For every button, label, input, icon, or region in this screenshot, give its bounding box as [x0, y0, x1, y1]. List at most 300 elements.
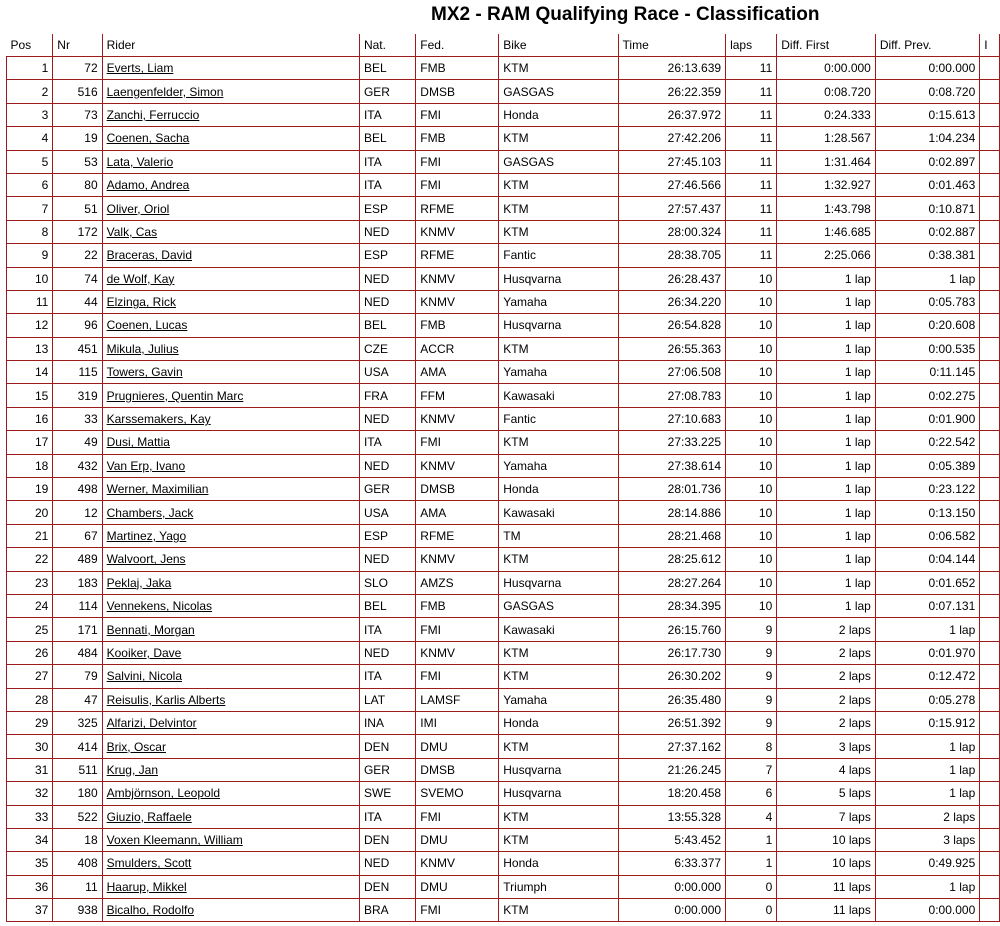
table-row — [7, 594, 1000, 617]
cell-time: 26:35.480 — [618, 688, 726, 711]
cell-diff-first: 2 laps — [777, 618, 876, 641]
cell-diff-first: 1 lap — [777, 384, 876, 407]
rider-link[interactable]: Karssemakers, Kay — [106, 412, 211, 427]
cell-nr: 72 — [53, 57, 102, 80]
cell-pos: 18 — [7, 454, 53, 477]
table-row — [7, 80, 1000, 103]
cell-bike: Honda — [499, 103, 618, 126]
rider-link[interactable]: Coenen, Lucas — [106, 318, 188, 333]
rider-link[interactable]: Van Erp, Ivano — [106, 458, 186, 473]
cell-extra — [980, 594, 1000, 617]
cell-bike: KTM — [499, 127, 618, 150]
cell-rider — [102, 478, 359, 501]
cell-laps: 10 — [726, 501, 777, 524]
cell-fed: FMI — [416, 618, 499, 641]
cell-diff-first: 2 laps — [777, 665, 876, 688]
cell-extra — [980, 127, 1000, 150]
cell-rider — [102, 852, 359, 875]
cell-nr: 115 — [53, 361, 102, 384]
cell-diff-prev: 0:01.970 — [875, 641, 979, 664]
cell-nat: DEN — [359, 828, 415, 851]
cell-nat: NED — [359, 267, 415, 290]
cell-diff-prev: 1:04.234 — [875, 127, 979, 150]
cell-laps: 1 — [726, 852, 777, 875]
cell-rider — [102, 782, 359, 805]
rider-link[interactable]: Walvoort, Jens — [106, 552, 186, 567]
rider-link[interactable]: Salvini, Nicola — [106, 669, 182, 684]
cell-bike: Kawasaki — [499, 384, 618, 407]
table-row — [7, 127, 1000, 150]
cell-extra — [980, 665, 1000, 688]
cell-laps: 7 — [726, 758, 777, 781]
cell-laps: 11 — [726, 80, 777, 103]
table-row — [7, 244, 1000, 267]
cell-time: 26:34.220 — [618, 290, 726, 313]
cell-time: 5:43.452 — [618, 828, 726, 851]
cell-nat: GER — [359, 80, 415, 103]
cell-laps: 10 — [726, 431, 777, 454]
rider-link[interactable]: Zanchi, Ferruccio — [106, 107, 200, 122]
header-nr: Nr — [53, 34, 102, 57]
cell-extra — [980, 220, 1000, 243]
table-row — [7, 220, 1000, 243]
cell-bike: TM — [499, 524, 618, 547]
cell-bike: KTM — [499, 735, 618, 758]
cell-diff-prev: 0:02.897 — [875, 150, 979, 173]
cell-nr: 19 — [53, 127, 102, 150]
cell-fed: KNMV — [416, 454, 499, 477]
rider-link[interactable]: de Wolf, Kay — [106, 271, 175, 286]
cell-nat: NED — [359, 852, 415, 875]
cell-time: 26:51.392 — [618, 711, 726, 734]
cell-fed: FMI — [416, 431, 499, 454]
cell-bike: GASGAS — [499, 594, 618, 617]
header-diff-first: Diff. First — [777, 34, 876, 57]
rider-link[interactable]: Lata, Valerio — [106, 154, 174, 169]
cell-laps: 10 — [726, 454, 777, 477]
cell-extra — [980, 150, 1000, 173]
cell-diff-prev: 1 lap — [875, 875, 979, 898]
cell-bike: Husqvarna — [499, 782, 618, 805]
cell-nr: 53 — [53, 150, 102, 173]
cell-time: 26:28.437 — [618, 267, 726, 290]
header-diff-prev: Diff. Prev. — [875, 34, 979, 57]
cell-nr: 67 — [53, 524, 102, 547]
cell-extra — [980, 431, 1000, 454]
cell-fed: SVEMO — [416, 782, 499, 805]
cell-rider — [102, 828, 359, 851]
cell-pos: 15 — [7, 384, 53, 407]
cell-time: 28:14.886 — [618, 501, 726, 524]
cell-rider — [102, 548, 359, 571]
table-row — [7, 618, 1000, 641]
cell-bike: Triumph — [499, 875, 618, 898]
cell-diff-first: 1 lap — [777, 431, 876, 454]
cell-extra — [980, 711, 1000, 734]
cell-time: 13:55.328 — [618, 805, 726, 828]
header-laps: laps — [726, 34, 777, 57]
cell-time: 27:57.437 — [618, 197, 726, 220]
cell-pos: 5 — [7, 150, 53, 173]
cell-fed: KNMV — [416, 290, 499, 313]
cell-fed: KNMV — [416, 407, 499, 430]
rider-link[interactable]: Krug, Jan — [106, 762, 158, 777]
cell-fed: AMA — [416, 501, 499, 524]
cell-nat: BEL — [359, 57, 415, 80]
cell-nat: BEL — [359, 314, 415, 337]
rider-link[interactable]: Bennati, Morgan — [106, 622, 195, 637]
table-row — [7, 828, 1000, 851]
cell-fed: IMI — [416, 711, 499, 734]
cell-nat: ESP — [359, 244, 415, 267]
cell-extra — [980, 197, 1000, 220]
cell-rider — [102, 618, 359, 641]
cell-diff-first: 1 lap — [777, 524, 876, 547]
cell-nr: 114 — [53, 594, 102, 617]
rider-link[interactable]: Mikula, Julius — [106, 341, 179, 356]
cell-bike: Yamaha — [499, 361, 618, 384]
cell-diff-prev: 0:15.912 — [875, 711, 979, 734]
cell-diff-first: 1:46.685 — [777, 220, 876, 243]
cell-diff-first: 1:31.464 — [777, 150, 876, 173]
table-row — [7, 571, 1000, 594]
cell-bike: KTM — [499, 220, 618, 243]
cell-bike: Honda — [499, 711, 618, 734]
cell-bike: Husqvarna — [499, 758, 618, 781]
cell-pos: 33 — [7, 805, 53, 828]
rider-link[interactable]: Kooiker, Dave — [106, 645, 182, 660]
cell-extra — [980, 57, 1000, 80]
table-row — [7, 758, 1000, 781]
cell-time: 26:15.760 — [618, 618, 726, 641]
cell-pos: 23 — [7, 571, 53, 594]
cell-bike: KTM — [499, 828, 618, 851]
cell-extra — [980, 501, 1000, 524]
cell-nat: ITA — [359, 173, 415, 196]
cell-nat: GER — [359, 478, 415, 501]
cell-laps: 11 — [726, 150, 777, 173]
cell-laps: 10 — [726, 478, 777, 501]
cell-diff-first: 1 lap — [777, 454, 876, 477]
rider-link[interactable]: Coenen, Sacha — [106, 131, 190, 146]
table-header — [7, 34, 1000, 57]
header-pos: Pos — [7, 34, 53, 57]
cell-diff-first: 1 lap — [777, 361, 876, 384]
cell-extra — [980, 548, 1000, 571]
rider-link[interactable]: Smulders, Scott — [106, 856, 192, 871]
cell-fed: FMB — [416, 314, 499, 337]
cell-nr: 12 — [53, 501, 102, 524]
cell-fed: FMB — [416, 594, 499, 617]
cell-nr: 516 — [53, 80, 102, 103]
cell-fed: AMZS — [416, 571, 499, 594]
cell-diff-first: 3 laps — [777, 735, 876, 758]
rider-link[interactable]: Valk, Cas — [106, 224, 158, 239]
cell-diff-first: 0:24.333 — [777, 103, 876, 126]
cell-diff-prev: 0:08.720 — [875, 80, 979, 103]
cell-laps: 11 — [726, 173, 777, 196]
table-row — [7, 524, 1000, 547]
cell-extra — [980, 899, 1000, 922]
cell-diff-prev: 0:07.131 — [875, 594, 979, 617]
cell-time: 26:54.828 — [618, 314, 726, 337]
table-row — [7, 314, 1000, 337]
rider-link[interactable]: Peklaj, Jaka — [106, 575, 172, 590]
cell-pos: 8 — [7, 220, 53, 243]
rider-link[interactable]: Prugnieres, Quentin Marc — [106, 388, 244, 403]
cell-rider — [102, 501, 359, 524]
cell-diff-first: 1:32.927 — [777, 173, 876, 196]
cell-pos: 13 — [7, 337, 53, 360]
cell-diff-prev: 0:38.381 — [875, 244, 979, 267]
table-row — [7, 337, 1000, 360]
cell-time: 0:00.000 — [618, 875, 726, 898]
cell-fed: DMSB — [416, 80, 499, 103]
cell-pos: 32 — [7, 782, 53, 805]
cell-pos: 14 — [7, 361, 53, 384]
cell-nr: 938 — [53, 899, 102, 922]
cell-pos: 12 — [7, 314, 53, 337]
rider-link[interactable]: Vennekens, Nicolas — [106, 599, 213, 614]
cell-nr: 79 — [53, 665, 102, 688]
cell-time: 26:55.363 — [618, 337, 726, 360]
rider-link[interactable]: Oliver, Oriol — [106, 201, 170, 216]
rider-link[interactable]: Werner, Maximilian — [106, 482, 209, 497]
rider-link[interactable]: Brix, Oscar — [106, 739, 166, 754]
cell-laps: 0 — [726, 899, 777, 922]
rider-link[interactable]: Laengenfelder, Simon — [106, 84, 224, 99]
cell-bike: Husqvarna — [499, 314, 618, 337]
cell-diff-first: 1 lap — [777, 594, 876, 617]
cell-rider — [102, 197, 359, 220]
cell-laps: 9 — [726, 665, 777, 688]
rider-link[interactable]: Bicalho, Rodolfo — [106, 903, 195, 918]
table-row — [7, 735, 1000, 758]
cell-nat: NED — [359, 407, 415, 430]
cell-diff-prev: 0:12.472 — [875, 665, 979, 688]
cell-nr: 180 — [53, 782, 102, 805]
cell-time: 27:08.783 — [618, 384, 726, 407]
cell-fed: DMSB — [416, 758, 499, 781]
cell-nat: ESP — [359, 197, 415, 220]
cell-nr: 172 — [53, 220, 102, 243]
cell-rider — [102, 641, 359, 664]
header-fed: Fed. — [416, 34, 499, 57]
cell-rider — [102, 407, 359, 430]
cell-bike: KTM — [499, 805, 618, 828]
cell-laps: 0 — [726, 875, 777, 898]
cell-nat: ITA — [359, 103, 415, 126]
cell-laps: 1 — [726, 828, 777, 851]
cell-pos: 31 — [7, 758, 53, 781]
cell-laps: 9 — [726, 618, 777, 641]
cell-time: 27:38.614 — [618, 454, 726, 477]
cell-diff-prev: 0:23.122 — [875, 478, 979, 501]
cell-rider — [102, 524, 359, 547]
cell-nat: NED — [359, 220, 415, 243]
cell-extra — [980, 361, 1000, 384]
table-row — [7, 150, 1000, 173]
table-row — [7, 711, 1000, 734]
cell-diff-prev: 0:02.275 — [875, 384, 979, 407]
cell-diff-prev: 1 lap — [875, 735, 979, 758]
cell-bike: Husqvarna — [499, 571, 618, 594]
table-row — [7, 805, 1000, 828]
cell-diff-first: 2:25.066 — [777, 244, 876, 267]
cell-time: 27:42.206 — [618, 127, 726, 150]
cell-nat: NED — [359, 548, 415, 571]
cell-laps: 6 — [726, 782, 777, 805]
cell-laps: 4 — [726, 805, 777, 828]
table-row — [7, 267, 1000, 290]
cell-nr: 319 — [53, 384, 102, 407]
cell-time: 28:34.395 — [618, 594, 726, 617]
header-nat: Nat. — [359, 34, 415, 57]
cell-rider — [102, 173, 359, 196]
cell-time: 6:33.377 — [618, 852, 726, 875]
table-row — [7, 173, 1000, 196]
table-row — [7, 290, 1000, 313]
cell-pos: 17 — [7, 431, 53, 454]
cell-diff-first: 10 laps — [777, 852, 876, 875]
cell-fed: FMI — [416, 805, 499, 828]
cell-diff-prev: 0:05.278 — [875, 688, 979, 711]
cell-bike: Husqvarna — [499, 267, 618, 290]
rider-link[interactable]: Reisulis, Karlis Alberts — [106, 692, 226, 707]
cell-nat: INA — [359, 711, 415, 734]
cell-pos: 4 — [7, 127, 53, 150]
cell-bike: KTM — [499, 665, 618, 688]
cell-diff-first: 2 laps — [777, 641, 876, 664]
cell-extra — [980, 875, 1000, 898]
cell-nat: ITA — [359, 665, 415, 688]
cell-rider — [102, 758, 359, 781]
cell-laps: 11 — [726, 197, 777, 220]
cell-extra — [980, 314, 1000, 337]
cell-fed: FMI — [416, 665, 499, 688]
rider-link[interactable]: Ambjörnson, Leopold — [106, 786, 221, 801]
cell-extra — [980, 735, 1000, 758]
table-row — [7, 57, 1000, 80]
cell-fed: DMU — [416, 828, 499, 851]
cell-fed: FMB — [416, 127, 499, 150]
cell-bike: KTM — [499, 548, 618, 571]
cell-bike: Yamaha — [499, 688, 618, 711]
cell-rider — [102, 103, 359, 126]
rider-link[interactable]: Elzinga, Rick — [106, 295, 176, 310]
cell-time: 26:13.639 — [618, 57, 726, 80]
table-row — [7, 641, 1000, 664]
classification-table — [6, 34, 1000, 922]
cell-laps: 10 — [726, 290, 777, 313]
cell-diff-prev: 0:04.144 — [875, 548, 979, 571]
cell-fed: FMI — [416, 103, 499, 126]
cell-extra — [980, 618, 1000, 641]
table-row — [7, 665, 1000, 688]
cell-bike: KTM — [499, 197, 618, 220]
table-row — [7, 548, 1000, 571]
cell-rider — [102, 220, 359, 243]
cell-rider — [102, 80, 359, 103]
cell-diff-first: 1 lap — [777, 501, 876, 524]
rider-link[interactable]: Alfarizi, Delvintor — [106, 716, 197, 731]
cell-pos: 16 — [7, 407, 53, 430]
rider-link[interactable]: Towers, Gavin — [106, 365, 183, 380]
table-row — [7, 899, 1000, 922]
cell-pos: 3 — [7, 103, 53, 126]
cell-time: 26:30.202 — [618, 665, 726, 688]
cell-diff-prev: 0:00.000 — [875, 899, 979, 922]
cell-diff-prev: 2 laps — [875, 805, 979, 828]
cell-diff-first: 1:43.798 — [777, 197, 876, 220]
cell-nr: 74 — [53, 267, 102, 290]
rider-link[interactable]: Giuzio, Raffaele — [106, 809, 192, 824]
rider-link[interactable]: Chambers, Jack — [106, 505, 194, 520]
cell-fed: KNMV — [416, 641, 499, 664]
cell-nat: ESP — [359, 524, 415, 547]
cell-rider — [102, 665, 359, 688]
rider-link[interactable]: Dusi, Mattia — [106, 435, 170, 450]
cell-laps: 11 — [726, 244, 777, 267]
cell-diff-prev: 0:01.652 — [875, 571, 979, 594]
rider-link[interactable]: Martinez, Yago — [106, 529, 187, 543]
rider-link[interactable]: Adamo, Andrea — [106, 178, 190, 193]
cell-fed: AMA — [416, 361, 499, 384]
cell-bike: Yamaha — [499, 454, 618, 477]
cell-time: 28:00.324 — [618, 220, 726, 243]
cell-nr: 484 — [53, 641, 102, 664]
cell-laps: 10 — [726, 314, 777, 337]
cell-fed: RFME — [416, 244, 499, 267]
cell-diff-prev: 1 lap — [875, 758, 979, 781]
cell-nr: 432 — [53, 454, 102, 477]
cell-time: 28:27.264 — [618, 571, 726, 594]
cell-extra — [980, 852, 1000, 875]
cell-laps: 9 — [726, 711, 777, 734]
rider-link[interactable]: Voxen Kleemann, William — [106, 833, 243, 848]
cell-pos: 6 — [7, 173, 53, 196]
cell-diff-prev: 0:02.887 — [875, 220, 979, 243]
cell-nr: 498 — [53, 478, 102, 501]
cell-laps: 10 — [726, 337, 777, 360]
rider-link[interactable]: Haarup, Mikkel — [106, 879, 187, 894]
cell-rider — [102, 594, 359, 617]
cell-pos: 37 — [7, 899, 53, 922]
cell-fed: ACCR — [416, 337, 499, 360]
cell-laps: 9 — [726, 641, 777, 664]
cell-diff-prev: 0:15.613 — [875, 103, 979, 126]
table-row — [7, 852, 1000, 875]
cell-laps: 10 — [726, 361, 777, 384]
rider-link[interactable]: Braceras, David — [106, 248, 192, 263]
table-row — [7, 361, 1000, 384]
page-title: MX2 - RAM Qualifying Race - Classification — [431, 4, 820, 25]
cell-nr: 414 — [53, 735, 102, 758]
cell-diff-first: 1 lap — [777, 478, 876, 501]
cell-rider — [102, 290, 359, 313]
cell-pos: 11 — [7, 290, 53, 313]
rider-link[interactable]: Everts, Liam — [106, 61, 174, 76]
cell-time: 28:01.736 — [618, 478, 726, 501]
cell-diff-first: 1 lap — [777, 407, 876, 430]
cell-bike: Fantic — [499, 407, 618, 430]
cell-nr: 44 — [53, 290, 102, 313]
cell-diff-prev: 1 lap — [875, 618, 979, 641]
cell-bike: KTM — [499, 641, 618, 664]
cell-fed: FMI — [416, 150, 499, 173]
cell-time: 27:46.566 — [618, 173, 726, 196]
cell-diff-first: 11 laps — [777, 899, 876, 922]
